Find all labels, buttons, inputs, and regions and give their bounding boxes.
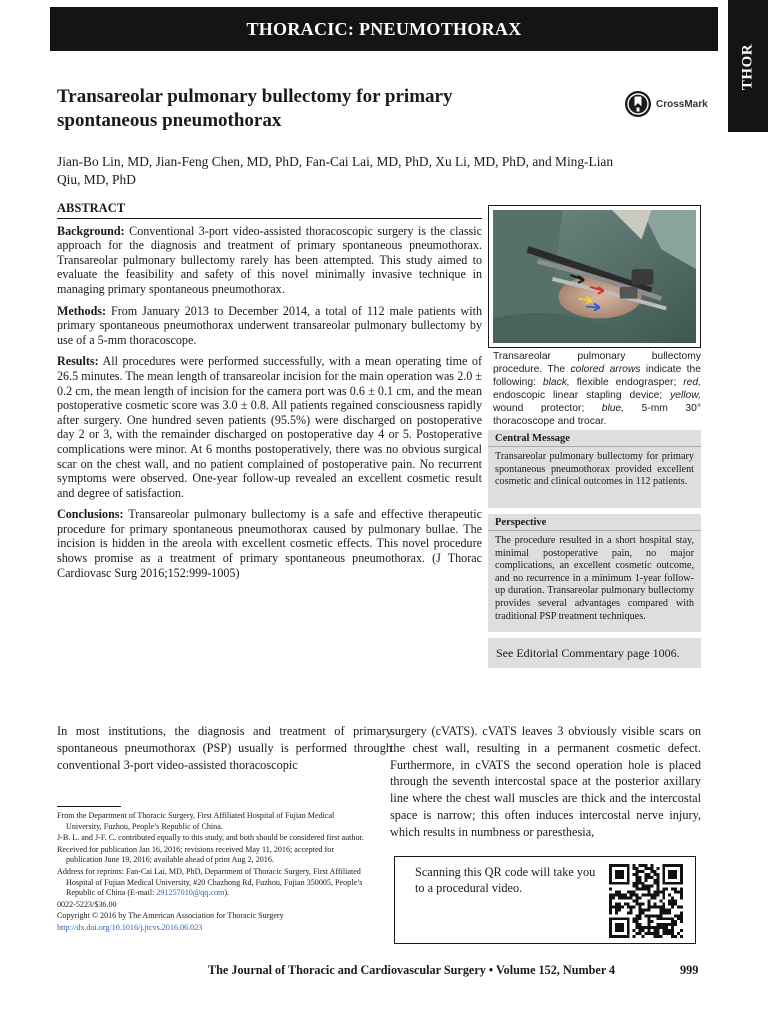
reprints-text: Address for reprints: Fan-Cai Lai, MD, PhD, Department of Thoracic Surgery, First Affiliated Hospital of Fujian Medical University, #20 Chazhong Rd, Fuzhou, Fujian 350005, People’s Republic of China (E-mail:	[57, 866, 363, 898]
abstract-results	[57, 354, 482, 500]
footnote-doi	[57, 923, 367, 934]
abstract-background	[57, 224, 482, 297]
footnotes	[57, 806, 367, 935]
footnote-rule	[57, 806, 121, 807]
body-column-left: In most institutions, the diagnosis and treatment of primary spontaneous pneumothorax (PSP) usually is performed through conventional 3-port video-assisted thoracoscopic	[57, 724, 392, 772]
figure-caption	[493, 350, 701, 428]
editorial-commentary-link[interactable]: See Editorial Commentary page 1006.	[488, 638, 701, 668]
crossmark-icon	[624, 90, 652, 118]
caption-italic-blue: blue,	[601, 403, 625, 414]
central-message-box	[488, 430, 701, 508]
surgery-photo	[493, 210, 696, 343]
caption-italic-yellow: yellow,	[670, 390, 701, 401]
author-list: Jian-Bo Lin, MD, Jian-Feng Chen, MD, PhD, Fan-Cai Lai, MD, PhD, Xu Li, MD, PhD, and Ming-Lian Qiu, MD, PhD	[57, 154, 614, 187]
central-message-body: Transareolar pulmonary bullectomy for primary spontaneous pneumothorax provided excellent cosmetic and clinical outcomes in 112 patients.	[495, 451, 694, 488]
body-column-right: surgery (cVATS). cVATS leaves 3 obviously visible scars on the chest wall, resulting in a permanent cosmetic defect. Furthermore, in cVATS the second operation hole is placed through the seventh intercostal space at the posterior axillary line where the chest wall muscles are thick and the intercostal space is narrow; this often induces intercostal nerve injury, which results in numbness or paresthesia,	[390, 724, 701, 839]
side-tab	[728, 0, 768, 132]
caption-text-3: endoscopic linear stapling device;	[493, 390, 663, 401]
caption-text-4: wound protector;	[493, 403, 585, 414]
perspective-box	[488, 514, 701, 632]
crossmark-label: CrossMark	[656, 98, 708, 110]
figure-frame	[488, 205, 701, 348]
section-title: THORACIC: PNEUMOTHORAX	[246, 18, 522, 39]
section-banner	[50, 7, 718, 51]
footnote-copyright: Copyright © 2016 by The American Association for Thoracic Surgery	[57, 911, 284, 921]
caption-italic-arrows: colored arrows	[570, 364, 641, 375]
perspective-heading: Perspective	[488, 514, 701, 531]
methods-label: Methods:	[57, 303, 107, 318]
qr-code-box	[394, 856, 696, 944]
caption-text-1: indicate the following:	[493, 364, 701, 388]
caption-italic-black: black,	[542, 377, 570, 388]
crossmark-badge[interactable]	[624, 90, 708, 118]
footnote-contribution: J-B. L. and J-F. C. contributed equally to this study, and both should be considered first author.	[57, 833, 364, 843]
journal-footer: The Journal of Thoracic and Cardiovascular Surgery • Volume 152, Number 4	[208, 963, 616, 977]
footnote-received: Received for publication Jan 16, 2016; revisions received May 11, 2016; accepted for publication June 19, 2016; available ahead of print Aug 2, 2016.	[57, 844, 335, 865]
abstract-conclusions	[57, 507, 482, 580]
article-title: Transareolar pulmonary bullectomy for primary spontaneous pneumothorax	[57, 86, 453, 131]
abstract-methods	[57, 304, 482, 348]
page-number: 999	[680, 963, 699, 977]
footnote-reprints	[57, 867, 367, 899]
reprints-email-link[interactable]: 291257010@qq.com	[156, 888, 225, 898]
abstract	[57, 201, 482, 587]
abstract-heading: ABSTRACT	[57, 201, 482, 219]
central-message-heading: Central Message	[488, 430, 701, 447]
qr-code-text: Scanning this QR code will take you to a procedural video.	[415, 865, 596, 895]
conclusions-label: Conclusions:	[57, 507, 124, 522]
results-text: All procedures were performed successfully, with a mean operating time of 26.5 minutes. The mean length of transareolar incision for the main operation was 2.0 ± 0.2 cm, the mean length of incision for the camera port was 0.6 ± 0.1 cm, and the mean postoperative cosmetic score was 3.0 ± 0.8. All patients regained consciousness rapidly after surgery. One hundred seven patients (95.5%) were discharged on postoperative day 2 or 3, with the remainder discharged on postoperative day 4 or 5. Postoperative complications were minor. At 6 months postoperatively, there was no obvious surgical scar on the chest wall, and no patient complained of postoperative pain. No recurrent symptoms were observed. One-year follow-up revealed an excellent cosmetic result and degree of satisfaction.	[57, 354, 483, 500]
side-tab-label: THOR	[739, 43, 756, 91]
doi-link[interactable]: http://dx.doi.org/10.1016/j.jtcvs.2016.06.023	[57, 922, 203, 932]
perspective-body: The procedure resulted in a short hospital stay, minimal postoperative pain, no major complications, an excellent cosmetic outcome, and no recurrence in a minimum 1-year follow-up duration. Transareolar pulmonary bullectomy provides several advantages compared with traditional PSP treatment techniques.	[495, 535, 694, 622]
caption-lead: Transareolar pulmonary bullectomy procedure. The	[493, 351, 701, 375]
footnote-affiliation: From the Department of Thoracic Surgery, First Affiliated Hospital of Fujian Medical University, Fuzhou, People’s Republic of China.	[57, 811, 335, 831]
footnote-issn: 0022-5223/$36.00	[57, 899, 117, 909]
results-label: Results:	[57, 354, 99, 369]
methods-text: From January 2013 to December 2014, a total of 112 male patients with primary spontaneous pneumothorax underwent transareolar pulmonary bullectomy by use of a 5-mm thoracoscope.	[57, 303, 482, 347]
background-text: Conventional 3-port video-assisted thoracoscopic surgery is the classic approach for the diagnosis and treatment of primary spontaneous pneumothorax. Transareolar pulmonary bullectomy rarely has been attempted. This study aimed to evaluate the feasibility and safety of this novel minimally invasive technique in managing primary spontaneous pneumothorax.	[57, 223, 482, 296]
background-label: Background:	[57, 223, 125, 238]
caption-italic-red: red,	[683, 377, 701, 388]
caption-text-2: flexible endograsper;	[576, 377, 677, 388]
caption-text-5: 5-mm 30° thoracoscope and trocar.	[493, 403, 701, 427]
reprints-end: ).	[224, 888, 230, 898]
qr-code-icon[interactable]	[609, 864, 683, 938]
conclusions-text: Transareolar pulmonary bullectomy is a safe and effective therapeutic procedure for primary spontaneous pneumothorax caused by pulmonary bullae. The incision is hidden in the areola with excellent cosmetic effects. This novel procedure shows promise as a treatment of primary spontaneous pneumothorax. (J Thorac Cardiovasc Surg 2016;152:999-1005)	[57, 507, 483, 580]
